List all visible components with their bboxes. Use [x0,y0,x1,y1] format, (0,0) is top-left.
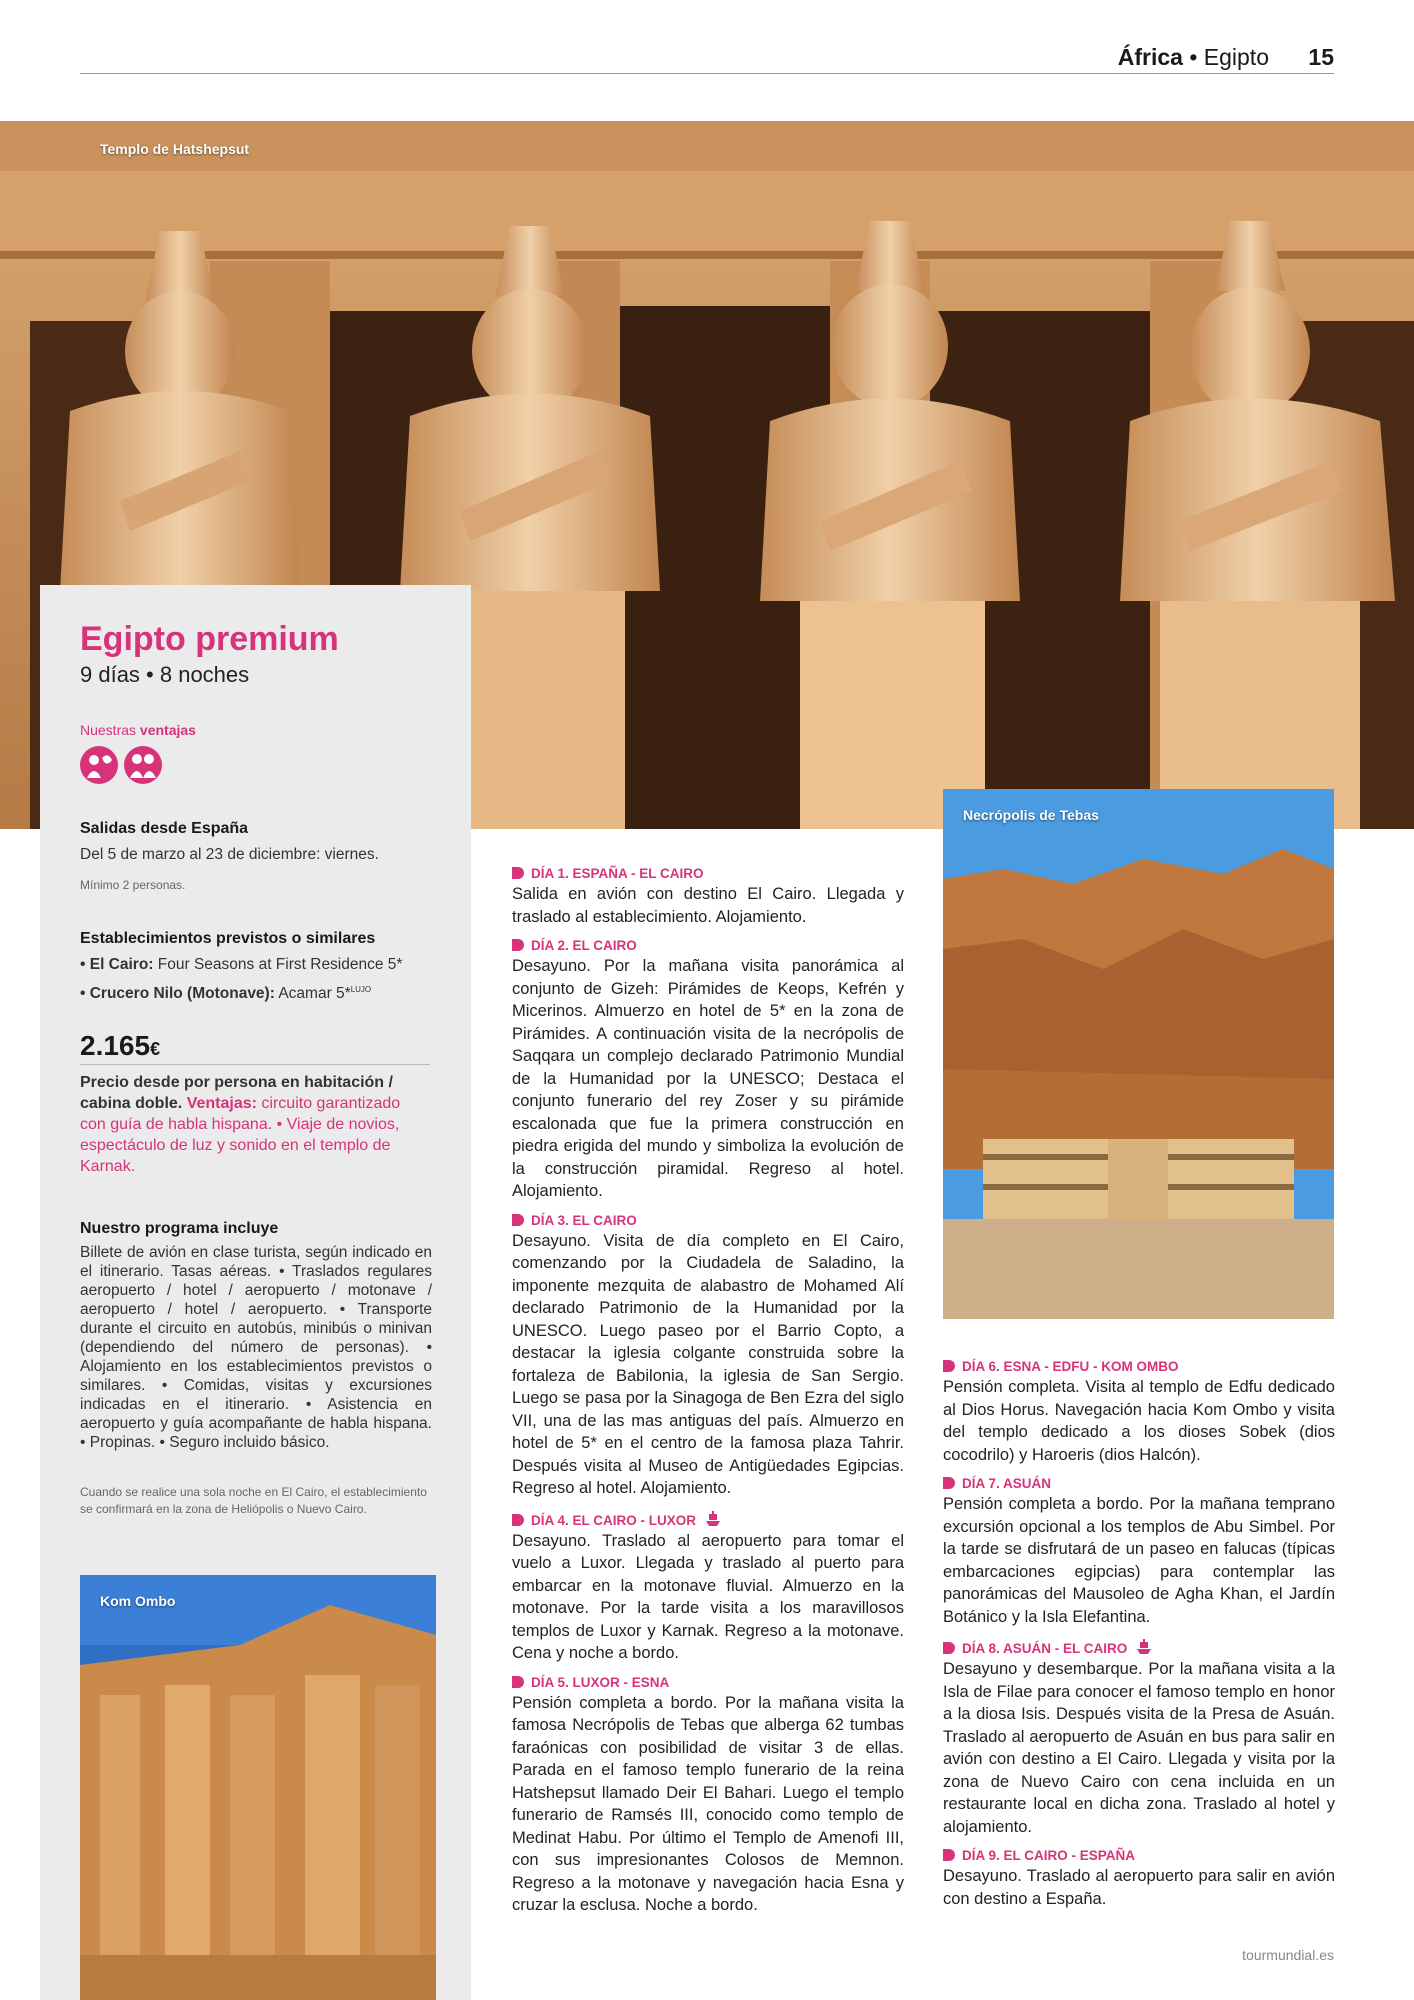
bullet-icon [512,939,524,951]
bullet-icon [943,1360,955,1372]
bullet-icon [512,867,524,879]
salidas-text: Del 5 de marzo al 23 de diciembre: viernes. [80,846,379,863]
photo-kom-ombo [80,1575,436,2000]
header-region [1118,44,1269,71]
day-4-title: DÍA 4. EL CAIRO - LUXOR [512,1510,904,1528]
includes-note: Cuando se realice una sola noche en El Cairo, el establecimiento se confirmará en la zona de Heliópolis o Nuevo Cairo. [80,1485,427,1516]
bullet-icon [943,1477,955,1489]
day-4 [512,1510,904,1665]
hotels-heading: Establecimientos previstos o similares [80,930,376,947]
tebas-illustration [943,789,1334,1319]
hotel-item-cruise: • Crucero Nilo (Motonave): Acamar 5*$^{LUJO}$ [80,985,372,1003]
day-3-text: Desayuno. Visita de día completo en El Cairo, comenzando por la Ciudadela de Saladino, la imponente mezquita de alabastro de Mohamed Alí declarado Patrimonio de la Humanidad por la UNESCO. Luego paseo por el Barrio Copto, a destacar la iglesia colgante construida sobre la fortaleza de Babilonia, la iglesia de San Sergio. Luego se pasa por la Sinagoga de Ben Ezra del siglo VII, una de las mas antiguas del país. Almuerzo en hotel de 5* en el centro de la famosa plaza Tahrir. Después visita al Museo de Antigüedades Egipcias. Regreso al hotel. Alojamiento. [512,1231,904,1497]
day-1 [512,866,904,928]
itinerary-column-1 [512,866,904,1927]
day-1-title: DÍA 1. ESPAÑA - EL CAIRO [512,866,904,881]
day-4-text: Desayuno. Traslado al aeropuerto para tomar el vuelo a Luxor. Llegada y traslado al puerto para embarcar en la motonave fluvial. Almuerzo en la motonave. Por la tarde visita a los maravillosos templos de Luxor y Karnak. Regreso a la motonave. Cena y noche a bordo. [512,1531,904,1662]
photo-necropolis-tebas [943,789,1334,1319]
bullet-icon [512,1676,524,1688]
kom-ombo-caption: Kom Ombo [100,1593,176,1609]
bullet-icon [512,1214,524,1226]
day-2-title: DÍA 2. EL CAIRO [512,938,904,953]
day-9-title: DÍA 9. EL CAIRO - ESPAÑA [943,1848,1335,1863]
includes-heading: Nuestro programa incluye [80,1220,279,1237]
hero-caption: Templo de Hatshepsut [100,141,250,157]
day-6-title: DÍA 6. ESNA - EDFU - KOM OMBO [943,1359,1335,1374]
day-7 [943,1476,1335,1628]
region-country: • Egipto [1182,44,1269,70]
day-6-text: Pensión completa. Visita al templo de Edfu dedicado al Dios Horus. Navegación hacia Kom Ombo y visita del templo dedicado a los dioses Sobek (dios cocodrilo) y Haroeris (dios Halcón). [943,1378,1335,1464]
day-5-text: Pensión completa a bordo. Por la mañana visita la famosa Necrópolis de Tebas que alberga 62 tumbas faraónicas con posibilidad de visitar 3 de ellas. Parada en el famoso templo funerario de la reina Hatshepsut llamado Deir El Bahari. Luego el templo funerario de Ramsés III, conocido como templo de Medinat Habu. Por último el Templo de Amenofi III, con sus impresionantes Colosos de Memnon. Regreso a la motonave y navegación hacia Esna y cruzar la esclusa. Noche a bordo. [512,1693,904,1914]
day-3 [512,1213,904,1500]
day-9 [943,1848,1335,1910]
region-continent: África [1117,44,1183,70]
kom-ombo-illustration [80,1575,436,2000]
bullet-icon [943,1849,955,1861]
day-2-text: Desayuno. Por la mañana visita panorámica al conjunto de Gizeh: Pirámides de Keops, Kefrén y Micerinos. Almuerzo en hotel de 5* en la zona de Pirámides. A continuación visita de la necrópolis de Saqqara un complejo declarado Patrimonio Mundial de la Humanidad por la UNESCO; Destaca el conjunto funerario del rey Zoser y su pirámide escalonada que fue la primera construcción en piedra erigida del mundo y simboliza la evolución de la construcción piramidal. Regreso al hotel. Alojamiento. [512,957,904,1200]
ship-icon [1135,1638,1153,1656]
salidas-note: Mínimo 2 personas. [80,878,186,892]
day-5 [512,1675,904,1917]
day-2 [512,938,904,1203]
day-8-text: Desayuno y desembarque. Por la mañana visita a la Isla de Filae para conocer el famoso templo en honor a la diosa Isis. Después visita de la Presa de Asuán. Traslado al aeropuerto de Asuán en bus para salir en avión con destino a El Cairo. Llegada y visita por la zona de Nuevo Cairo con cena incluida en un restaurante local en dicha zona. Traslado al hotel y alojamiento. [943,1660,1335,1836]
honeymoon-couple-icon [80,746,118,784]
bullet-icon [943,1642,955,1654]
day-7-title: DÍA 7. ASUÁN [943,1476,1335,1491]
salidas-heading: Salidas desde España [80,820,249,837]
day-9-text: Desayuno. Traslado al aeropuerto para salir en avión con destino a España. [943,1867,1335,1908]
includes-text: Billete de avión en clase turista, según indicado en el itinerario. Tasas aéreas. • Traslados regulares aeropuerto / hotel / aeropuerto / motonave / aeropuerto / hotel / aeropuerto. • Transporte durante el circuito en autobús, minibús o minivan (dependiendo del número de personas). • Alojamiento en los establecimientos previstos o similares. • Comidas, visitas y excursiones indicadas en el itinerario. • Asistencia en aeropuerto y guía acompañante de habla hispana. • Propinas. • Seguro incluido básico. [80,1244,432,1451]
guide-people-icon [124,746,162,784]
day-8-title: DÍA 8. ASUÁN - EL CAIRO [943,1638,1335,1656]
tebas-caption: Necrópolis de Tebas [963,807,1099,823]
trip-duration: 9 días • 8 noches [80,662,250,687]
price-description: Precio desde por persona en habitación / cabina doble. Ventajas: circuito garantizado con guía de habla hispana. • Viaje de novios, espectáculo de luz y sonido en el templo de Karnak. [80,1074,401,1175]
page-number: 15 [1308,44,1334,70]
hotel-item-cairo: • El Cairo: Four Seasons at First Residence 5* [80,956,403,973]
price-amount: 2.165€ [80,1030,161,1061]
trip-title: Egipto premium [80,620,339,658]
day-8 [943,1638,1335,1838]
itinerary-column-2 [943,1359,1335,1920]
day-5-title: DÍA 5. LUXOR - ESNA [512,1675,904,1690]
bullet-icon [512,1514,524,1526]
day-3-title: DÍA 3. EL CAIRO [512,1213,904,1228]
header-rule [80,73,1334,74]
ship-icon [704,1510,722,1528]
advantages-label: Nuestras ventajas [80,722,196,738]
day-1-text: Salida en avión con destino El Cairo. Llegada y traslado al establecimiento. Alojamiento. [512,885,904,926]
price-rule [80,1064,430,1065]
footer-url: tourmundial.es [1242,1947,1334,1963]
day-7-text: Pensión completa a bordo. Por la mañana temprano excursión opcional a los templos de Abu Simbel. Por la tarde se disfrutará de un paseo en falucas (típicas embarcaciones egipcias) para contemplar las panorámicas del Mausoleo de Agha Khan, el Jardín Botánico y la Isla Elefantina. [943,1495,1335,1626]
day-6 [943,1359,1335,1466]
